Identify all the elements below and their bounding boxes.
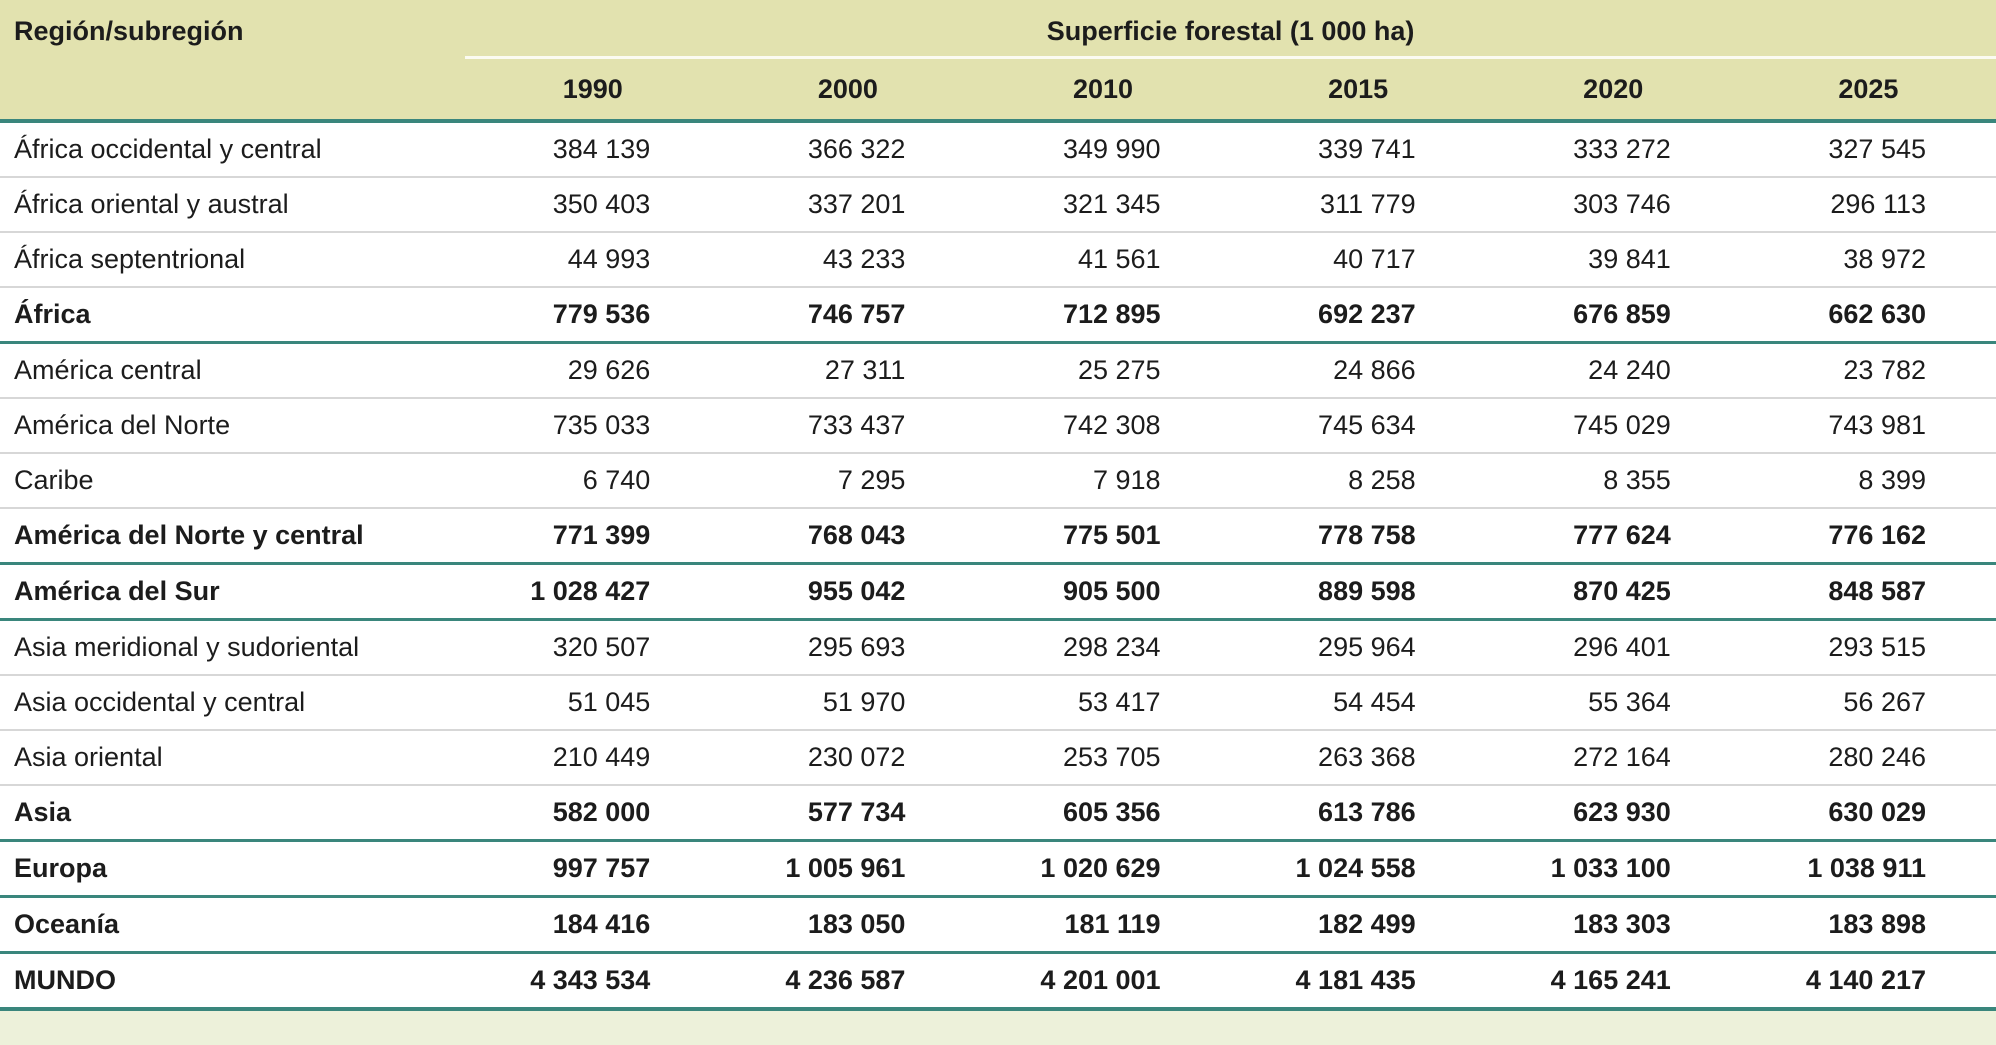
value-cell: 775 501 xyxy=(975,508,1230,564)
value-cell: 8 399 xyxy=(1741,453,1996,508)
value-cell: 295 964 xyxy=(1231,620,1486,676)
region-name-cell: América del Sur xyxy=(0,564,465,620)
value-cell: 339 741 xyxy=(1231,121,1486,177)
footer-strip xyxy=(0,1011,1996,1045)
value-cell: 24 866 xyxy=(1231,343,1486,399)
value-cell: 8 258 xyxy=(1231,453,1486,508)
year-column-header: 2010 xyxy=(975,58,1230,122)
region-name-cell: Asia meridional y sudoriental xyxy=(0,620,465,676)
table-header xyxy=(0,0,1996,121)
value-cell: 746 757 xyxy=(720,287,975,343)
value-cell: 742 308 xyxy=(975,398,1230,453)
year-column-header: 2020 xyxy=(1486,58,1741,122)
value-cell: 6 740 xyxy=(465,453,720,508)
value-cell: 24 240 xyxy=(1486,343,1741,399)
value-cell: 4 140 217 xyxy=(1741,953,1996,1010)
value-cell: 23 782 xyxy=(1741,343,1996,399)
value-cell: 253 705 xyxy=(975,730,1230,785)
value-cell: 337 201 xyxy=(720,177,975,232)
table-row xyxy=(0,177,1996,232)
group-column-header: Superficie forestal (1 000 ha) xyxy=(465,0,1996,58)
value-cell: 303 746 xyxy=(1486,177,1741,232)
table-row xyxy=(0,398,1996,453)
region-name-cell: Europa xyxy=(0,841,465,897)
value-cell: 848 587 xyxy=(1741,564,1996,620)
value-cell: 997 757 xyxy=(465,841,720,897)
value-cell: 676 859 xyxy=(1486,287,1741,343)
value-cell: 327 545 xyxy=(1741,121,1996,177)
value-cell: 613 786 xyxy=(1231,785,1486,841)
region-name-cell: África xyxy=(0,287,465,343)
table-row xyxy=(0,841,1996,897)
value-cell: 51 045 xyxy=(465,675,720,730)
value-cell: 349 990 xyxy=(975,121,1230,177)
value-cell: 771 399 xyxy=(465,508,720,564)
value-cell: 777 624 xyxy=(1486,508,1741,564)
value-cell: 366 322 xyxy=(720,121,975,177)
table-row xyxy=(0,287,1996,343)
header-group-row xyxy=(0,0,1996,58)
region-name-cell: Oceanía xyxy=(0,897,465,953)
value-cell: 733 437 xyxy=(720,398,975,453)
value-cell: 4 343 534 xyxy=(465,953,720,1010)
region-name-cell: África occidental y central xyxy=(0,121,465,177)
value-cell: 43 233 xyxy=(720,232,975,287)
value-cell: 776 162 xyxy=(1741,508,1996,564)
table-row xyxy=(0,675,1996,730)
value-cell: 181 119 xyxy=(975,897,1230,953)
year-column-header: 2025 xyxy=(1741,58,1996,122)
value-cell: 184 416 xyxy=(465,897,720,953)
value-cell: 39 841 xyxy=(1486,232,1741,287)
table-row xyxy=(0,620,1996,676)
value-cell: 630 029 xyxy=(1741,785,1996,841)
value-cell: 778 758 xyxy=(1231,508,1486,564)
value-cell: 263 368 xyxy=(1231,730,1486,785)
table-row xyxy=(0,730,1996,785)
value-cell: 321 345 xyxy=(975,177,1230,232)
value-cell: 1 005 961 xyxy=(720,841,975,897)
year-column-header: 2000 xyxy=(720,58,975,122)
table-row xyxy=(0,453,1996,508)
table-row xyxy=(0,564,1996,620)
region-name-cell: América del Norte xyxy=(0,398,465,453)
value-cell: 272 164 xyxy=(1486,730,1741,785)
region-name-cell: Asia oriental xyxy=(0,730,465,785)
value-cell: 384 139 xyxy=(465,121,720,177)
region-name-cell: MUNDO xyxy=(0,953,465,1010)
value-cell: 293 515 xyxy=(1741,620,1996,676)
value-cell: 296 401 xyxy=(1486,620,1741,676)
value-cell: 25 275 xyxy=(975,343,1230,399)
region-name-cell: África septentrional xyxy=(0,232,465,287)
value-cell: 333 272 xyxy=(1486,121,1741,177)
value-cell: 311 779 xyxy=(1231,177,1486,232)
value-cell: 38 972 xyxy=(1741,232,1996,287)
value-cell: 4 201 001 xyxy=(975,953,1230,1010)
value-cell: 280 246 xyxy=(1741,730,1996,785)
value-cell: 4 181 435 xyxy=(1231,953,1486,1010)
value-cell: 712 895 xyxy=(975,287,1230,343)
region-name-cell: Asia occidental y central xyxy=(0,675,465,730)
value-cell: 53 417 xyxy=(975,675,1230,730)
value-cell: 8 355 xyxy=(1486,453,1741,508)
table-body xyxy=(0,121,1996,1009)
value-cell: 210 449 xyxy=(465,730,720,785)
value-cell: 735 033 xyxy=(465,398,720,453)
value-cell: 56 267 xyxy=(1741,675,1996,730)
value-cell: 7 918 xyxy=(975,453,1230,508)
value-cell: 692 237 xyxy=(1231,287,1486,343)
value-cell: 745 634 xyxy=(1231,398,1486,453)
value-cell: 779 536 xyxy=(465,287,720,343)
value-cell: 743 981 xyxy=(1741,398,1996,453)
region-name-cell: Asia xyxy=(0,785,465,841)
value-cell: 577 734 xyxy=(720,785,975,841)
region-column-header: Región/subregión xyxy=(0,0,465,121)
value-cell: 182 499 xyxy=(1231,897,1486,953)
value-cell: 1 038 911 xyxy=(1741,841,1996,897)
value-cell: 29 626 xyxy=(465,343,720,399)
value-cell: 905 500 xyxy=(975,564,1230,620)
value-cell: 955 042 xyxy=(720,564,975,620)
value-cell: 1 024 558 xyxy=(1231,841,1486,897)
value-cell: 40 717 xyxy=(1231,232,1486,287)
region-name-cell: América central xyxy=(0,343,465,399)
value-cell: 4 165 241 xyxy=(1486,953,1741,1010)
region-name-cell: Caribe xyxy=(0,453,465,508)
value-cell: 183 050 xyxy=(720,897,975,953)
value-cell: 4 236 587 xyxy=(720,953,975,1010)
table-row xyxy=(0,343,1996,399)
value-cell: 41 561 xyxy=(975,232,1230,287)
value-cell: 1 028 427 xyxy=(465,564,720,620)
value-cell: 745 029 xyxy=(1486,398,1741,453)
value-cell: 1 020 629 xyxy=(975,841,1230,897)
value-cell: 44 993 xyxy=(465,232,720,287)
value-cell: 768 043 xyxy=(720,508,975,564)
value-cell: 889 598 xyxy=(1231,564,1486,620)
value-cell: 295 693 xyxy=(720,620,975,676)
value-cell: 51 970 xyxy=(720,675,975,730)
value-cell: 582 000 xyxy=(465,785,720,841)
value-cell: 7 295 xyxy=(720,453,975,508)
table-row xyxy=(0,121,1996,177)
value-cell: 1 033 100 xyxy=(1486,841,1741,897)
table-row xyxy=(0,508,1996,564)
value-cell: 320 507 xyxy=(465,620,720,676)
value-cell: 350 403 xyxy=(465,177,720,232)
year-column-header: 1990 xyxy=(465,58,720,122)
table-row xyxy=(0,953,1996,1010)
value-cell: 662 630 xyxy=(1741,287,1996,343)
value-cell: 183 898 xyxy=(1741,897,1996,953)
table-row xyxy=(0,785,1996,841)
value-cell: 605 356 xyxy=(975,785,1230,841)
value-cell: 296 113 xyxy=(1741,177,1996,232)
value-cell: 183 303 xyxy=(1486,897,1741,953)
value-cell: 623 930 xyxy=(1486,785,1741,841)
value-cell: 298 234 xyxy=(975,620,1230,676)
value-cell: 27 311 xyxy=(720,343,975,399)
table-row xyxy=(0,232,1996,287)
region-name-cell: África oriental y austral xyxy=(0,177,465,232)
year-column-header: 2015 xyxy=(1231,58,1486,122)
table-row xyxy=(0,897,1996,953)
value-cell: 230 072 xyxy=(720,730,975,785)
value-cell: 870 425 xyxy=(1486,564,1741,620)
region-name-cell: América del Norte y central xyxy=(0,508,465,564)
value-cell: 55 364 xyxy=(1486,675,1741,730)
value-cell: 54 454 xyxy=(1231,675,1486,730)
